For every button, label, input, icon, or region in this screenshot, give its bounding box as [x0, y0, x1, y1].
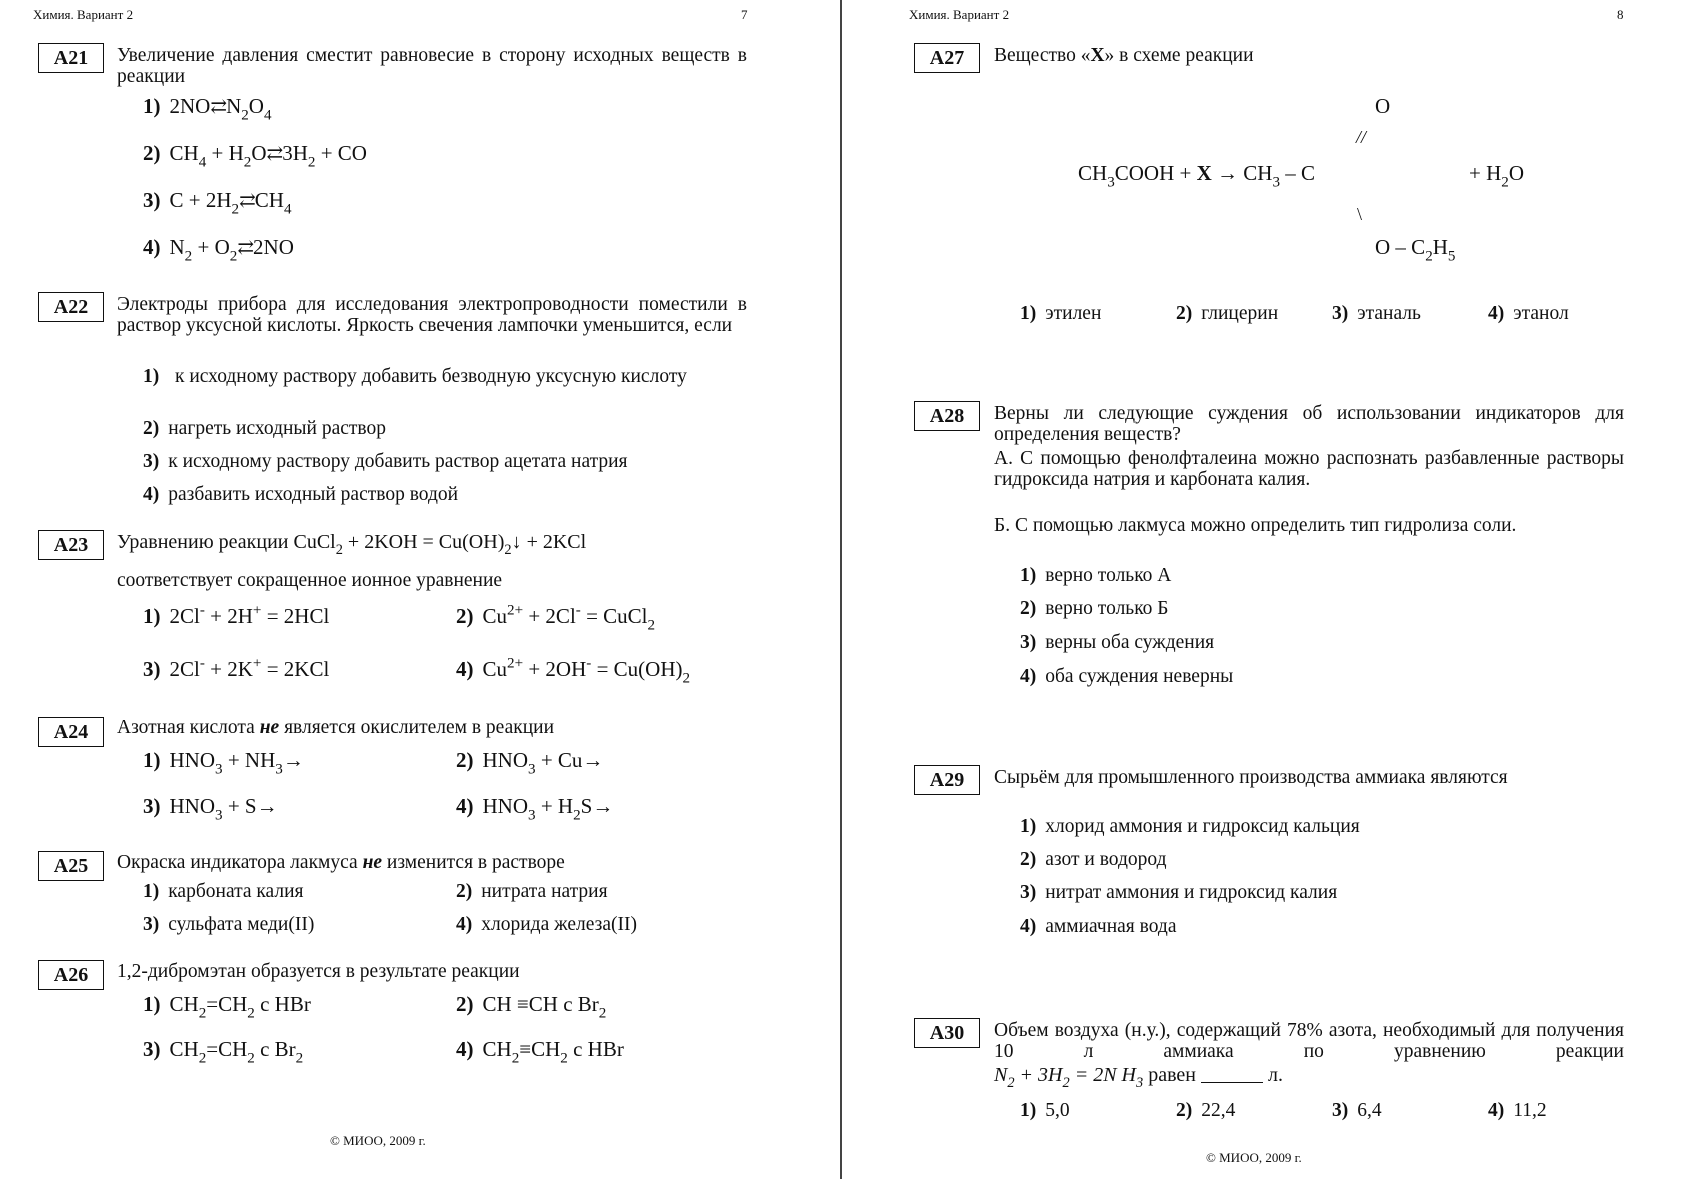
- option-a26-2[interactable]: 2) CH ≡CH с $Br_2$: [456, 992, 607, 1022]
- option-a26-1[interactable]: 1) $CH_2=CH_2$ с HBr: [143, 992, 311, 1022]
- option-a29-3[interactable]: 3) нитрат аммония и гидроксид калия: [1020, 882, 1338, 903]
- statement-a: А. С помощью фенолфталеина можно распознать разбавленные растворы гидроксида натрия и карбоната калия.: [994, 448, 1624, 490]
- option-a24-3[interactable]: 3) $HNO_3 + S\to$: [143, 794, 278, 824]
- option-a21-4[interactable]: 4) $N_2$ + $O_2⇄2NO$: [143, 235, 294, 265]
- option-a24-2[interactable]: 2) $HNO_3 + Cu\to$: [456, 748, 604, 778]
- question-text-a21: Увеличение давления сместит равновесие в сторону исходных веществ в реакции: [117, 45, 747, 87]
- option-a29-4[interactable]: 4) аммиачная вода: [1020, 916, 1177, 937]
- right-page: [842, 0, 1683, 1179]
- question-text-a29: Сырьём для промышленного производства аммиака являются: [994, 767, 1508, 788]
- question-text-a23: Уравнению реакции CuCl$_2$ + $2KOH = Cu(OH)_2↓ + 2KCl$: [117, 531, 587, 559]
- question-badge-a22: А22: [38, 292, 104, 322]
- question-text-a30: Объем воздуха (н.у.), содержащий 78% азота, необходимый для получения 10 л аммиака по уравнению реакции: [994, 1020, 1624, 1062]
- option-a24-1[interactable]: 1) $HNO_3 + NH_3\to$: [143, 748, 304, 778]
- question-badge-a28: А28: [914, 401, 980, 431]
- question-badge-a24: А24: [38, 717, 104, 747]
- option-a22-3[interactable]: 3) к исходному раствору добавить раствор ацетата натрия: [143, 451, 628, 472]
- page-number: 7: [741, 7, 748, 22]
- option-a28-4[interactable]: 4) оба суждения неверны: [1020, 666, 1234, 687]
- scheme-water: + $H_2O$: [1469, 161, 1524, 191]
- question-text-a27: Вещество «X» в схеме реакции: [994, 45, 1254, 66]
- option-a30-4[interactable]: 4) 11,2: [1488, 1100, 1547, 1121]
- option-a25-1[interactable]: 1) карбоната калия: [143, 881, 304, 902]
- question-badge-a30: А30: [914, 1018, 980, 1048]
- question-badge-a25: А25: [38, 851, 104, 881]
- question-text-a25: Окраска индикатора лакмуса не изменится в растворе: [117, 852, 565, 873]
- question-badge-a21: А21: [38, 43, 104, 73]
- option-a30-3[interactable]: 3) 6,4: [1332, 1100, 1382, 1121]
- option-a26-3[interactable]: 3) $CH_2=CH_2$ с $Br_2$: [143, 1037, 304, 1067]
- option-a30-1[interactable]: 1) 5,0: [1020, 1100, 1070, 1121]
- option-a22-1[interactable]: 1) к исходному раствору добавить безводную уксусную кислоту: [143, 366, 687, 387]
- statement-b: Б. С помощью лакмуса можно определить тип гидролиза соли.: [994, 515, 1517, 536]
- option-a28-1[interactable]: 1) верно только А: [1020, 565, 1172, 586]
- option-a22-2[interactable]: 2) нагреть исходный раствор: [143, 418, 386, 439]
- question-text-a23-line2: соответствует сокращенное ионное уравнение: [117, 570, 503, 591]
- option-a26-4[interactable]: 4) $CH_2\equiv CH_2$ с HBr: [456, 1037, 624, 1067]
- question-text-a22: Электроды прибора для исследования электропроводности поместили в раствор уксусной кислоты. Яркость свечения лампочки уменьшится, если: [117, 294, 747, 336]
- option-a25-3[interactable]: 3) сульфата меди(II): [143, 914, 315, 935]
- option-a21-2[interactable]: 2) $CH_4$ + $H_2O⇄3H_2$ + CO: [143, 141, 367, 171]
- answer-blank[interactable]: [1201, 1066, 1263, 1083]
- option-a27-1[interactable]: 1) этилен: [1020, 303, 1102, 324]
- option-a28-3[interactable]: 3) верны оба суждения: [1020, 632, 1215, 653]
- page-header: Химия. Вариант 2: [33, 7, 134, 22]
- option-a21-1[interactable]: 1) $2NO⇄N_2O_4$: [143, 94, 272, 124]
- option-number: 1): [143, 94, 161, 118]
- option-a27-2[interactable]: 2) глицерин: [1176, 303, 1279, 324]
- page-header: Химия. Вариант 2: [909, 7, 1010, 22]
- scheme-equation: $CH_3COOH + X \to CH_3 - C$: [1078, 161, 1316, 191]
- page-number: 8: [1617, 7, 1624, 22]
- equation-a30: $N_2 + 3H_2 = 2N$ $H_3$ равен л.: [994, 1064, 1283, 1092]
- option-a27-4[interactable]: 4) этанол: [1488, 303, 1569, 324]
- scheme-o-top: O: [1375, 94, 1391, 118]
- page-footer: © МИОО, 2009 г.: [1206, 1150, 1302, 1165]
- option-a28-2[interactable]: 2) верно только Б: [1020, 598, 1169, 619]
- option-a24-4[interactable]: 4) $HNO_3 + H_2S\to$: [456, 794, 614, 824]
- question-text-a26: 1,2-дибромэтан образуется в результате реакции: [117, 961, 520, 982]
- scheme-ester-group: O – $C_2H_5$: [1375, 235, 1456, 265]
- scheme-single-bond: \: [1357, 204, 1363, 224]
- scheme-double-bond: //: [1356, 127, 1367, 147]
- left-page: [0, 0, 840, 1179]
- question-text-a28: Верны ли следующие суждения об использовании индикаторов для определения веществ?: [994, 403, 1624, 445]
- question-badge-a26: А26: [38, 960, 104, 990]
- option-a23-3[interactable]: 3) 2Cl- + 2K+ = 2KCl: [143, 655, 330, 681]
- option-a29-2[interactable]: 2) азот и водород: [1020, 849, 1167, 870]
- option-a25-2[interactable]: 2) нитрата натрия: [456, 881, 608, 902]
- option-a25-4[interactable]: 4) хлорида железа(II): [456, 914, 637, 935]
- question-text-a24: Азотная кислота не является окислителем в реакции: [117, 717, 555, 738]
- option-a23-2[interactable]: 2) $Cu^{2+} + 2Cl^-$ = CuCl$_2$: [456, 602, 656, 634]
- option-a29-1[interactable]: 1) хлорид аммония и гидроксид кальция: [1020, 816, 1360, 837]
- option-a23-1[interactable]: 1) 2Cl- + 2H+ = 2HCl: [143, 602, 330, 628]
- question-badge-a29: А29: [914, 765, 980, 795]
- page-footer: © МИОО, 2009 г.: [330, 1133, 426, 1148]
- option-a22-4[interactable]: 4) разбавить исходный раствор водой: [143, 484, 459, 505]
- question-badge-a23: А23: [38, 530, 104, 560]
- option-a30-2[interactable]: 2) 22,4: [1176, 1100, 1236, 1121]
- option-a27-3[interactable]: 3) этаналь: [1332, 303, 1421, 324]
- question-badge-a27: А27: [914, 43, 980, 73]
- option-a21-3[interactable]: 3) $C + 2H_2⇄CH_4$: [143, 188, 292, 218]
- option-a23-4[interactable]: 4) $Cu^{2+} + 2OH^- = Cu(OH)_2$: [456, 655, 691, 687]
